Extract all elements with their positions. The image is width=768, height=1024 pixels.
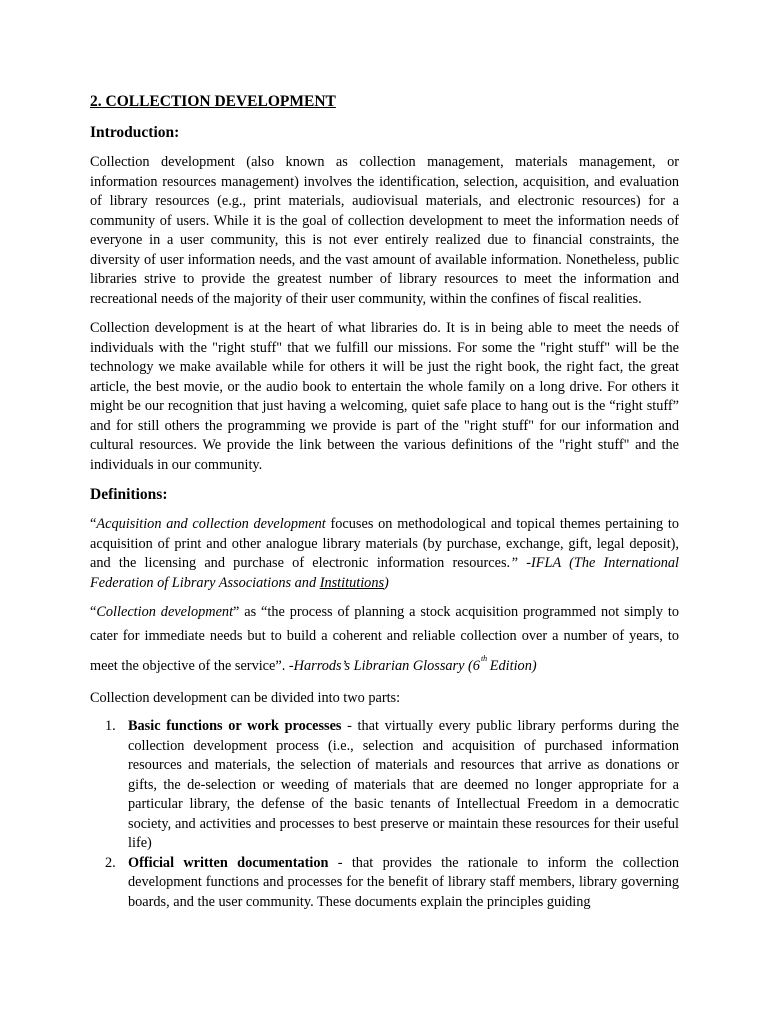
harrods-definition-end: to meet the objective of the service (90, 627, 679, 674)
ifla-close-quote: ” (510, 555, 527, 571)
list-item-title: Official written documentation (128, 854, 329, 871)
harrods-term: Collection development (96, 604, 234, 620)
list-item-text: - that virtually every public library performs during the collection development process (i.e., selection and acquisition of purchased information resources and materials, the selection of materials and resources that arrive as donations or gifts, the de-selection or weeding of materials that are deemed no longer appropriate for a particular library, the defense of the basic tenants of Intellectual Freedom in a democratic society, and activities and processes to best preserve or maintain these resources for their useful life) (128, 718, 679, 851)
introduction-paragraph-1: Collection development (also known as collection management, materials management, or information resources management) involves the identification, selection, acquisition, and evaluation of library resources (e.g., print materials, audiovisual materials, and electronic resources) for a community of users. While it is the goal of collection development to meet the information needs of everyone in a user community, this is not ever entirely realized due to financial constraints, the diversity of user information needs, and the vast amount of available information. Nonetheless, public libraries strive to provide the greatest number of library resources to meet the information and recreational needs of the majority of their user community, within the confines of fiscal realities. (90, 154, 679, 307)
ifla-source-suffix: ) (384, 574, 389, 591)
introduction-paragraph-2: Collection development is at the heart of what libraries do. It is in being able to meet the needs of individuals with the "right stuff" that we fulfill our missions. For some the "right stuff" will be the technology we make available while for others it will be just the right book, the right fact, the great article, the best movie, or the audio book to entertain the whole family on a long drive. For others it might be our recognition that just having a welcoming, quiet safe place to hang out is the “right stuff” and for still others the programming we provide is part of the "right stuff" for our information and cultural resources. We provide the link between the various definitions of the "right stuff" and the individuals in our community. (90, 320, 679, 473)
ifla-institutions-link[interactable]: Institutions (319, 574, 385, 591)
ifla-definition-text: focuses on methodological and topical themes pertaining to acquisition of print and other analogue library materials (by purchase, exchange, gift, legal deposit), and the licensing and purchase of electronic information resources. (90, 516, 679, 571)
list-item (105, 717, 679, 854)
ifla-term: Acquisition and collection development (96, 516, 326, 532)
list-item-text: - that provides the rationale to inform the collection development functions and processes for the benefit of library staff members, library governing boards, and the user community. These documents explain the principles guiding (128, 854, 679, 910)
list-item-number: 1. (105, 718, 116, 734)
definitions-heading: Definitions: (90, 486, 168, 503)
parts-list (90, 717, 679, 912)
harrods-open-quote: “ (90, 604, 97, 620)
introduction-heading: Introduction: (90, 124, 180, 141)
document-title: 2. COLLECTION DEVELOPMENT (90, 93, 336, 110)
list-item-title: Basic functions or work processes (128, 718, 342, 734)
list-item-number: 2. (105, 854, 116, 871)
ifla-source: -IFLA (The International Federation of Library Associations and (90, 555, 679, 591)
parts-intro: Collection development can be divided into two parts: (90, 689, 401, 706)
ifla-open-quote: “ (90, 516, 97, 532)
ifla-definition (90, 515, 679, 593)
edition-superscript: th (480, 653, 488, 663)
harrods-source: -Harrods’s Librarian Glossary (6 (288, 657, 480, 674)
list-item (105, 854, 679, 913)
harrods-as: ” as “ (233, 604, 268, 620)
harrods-definition-text: the process of planning a stock acquisition programmed not simply to cater for immediate needs but to build a coherent and reliable collection over a number of years, (90, 604, 679, 644)
harrods-source-suffix: Edition) (486, 657, 537, 674)
harrods-definition (90, 603, 679, 679)
harrods-close-quote: ”. (275, 657, 289, 674)
